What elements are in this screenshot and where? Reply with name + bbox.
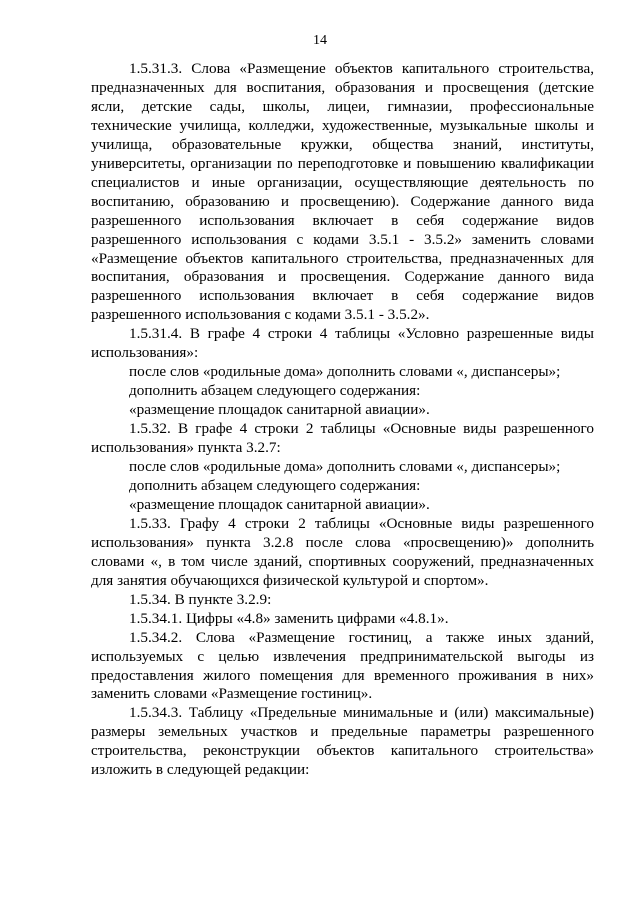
paragraph-add-clause: дополнить абзацем следующего содержания:: [129, 382, 421, 400]
paragraph-add-clause-2: дополнить абзацем следующего содержания:: [129, 476, 421, 494]
paragraph-amend-dispensary-2: после слов «родильные дома» дополнить словами «, диспансеры»;: [129, 458, 561, 476]
paragraph-sanitary-aviation: «размещение площадок санитарной авиации».: [129, 401, 430, 419]
document-body: [91, 60, 594, 780]
page-number: 14: [313, 33, 327, 48]
paragraph-1-5-32: 1.5.32. В графе 4 строки 2 таблицы «Основные виды разрешенного использования» пункта 3.2.7:: [91, 420, 594, 457]
paragraph-1-5-34-1: 1.5.34.1. Цифры «4.8» заменить цифрами «4.8.1».: [129, 609, 449, 627]
paragraph-1-5-33: 1.5.33. Графу 4 строки 2 таблицы «Основные виды разрешенного использования» пункта 3.2.8 после слова «просвещению)» дополнить словами «, в том числе зданий, спортивных сооружений, предназначенных для занятия обучающихся физической культурой и спортом».: [91, 514, 594, 589]
paragraph-1-5-34: 1.5.34. В пункте 3.2.9:: [129, 590, 272, 608]
paragraph-sanitary-aviation-2: «размещение площадок санитарной авиации».: [129, 495, 430, 513]
paragraph-1-5-31-4: 1.5.31.4. В графе 4 строки 4 таблицы «Условно разрешенные виды использования»:: [91, 325, 594, 362]
paragraph-1-5-31-3: 1.5.31.3. Слова «Размещение объектов капитального строительства, предназначенных для воспитания, образования и просвещения (детские ясли, детские сады, школы, лицеи, гимназии, профессиональные технические училища, колледжи, художественные, музыкальные школы и училища, образовательные кружки, общества знаний, институты, университеты, организации по переподготовке и повышению квалификации специалистов и иные организации, осуществляющие деятельность по воспитанию, образованию и просвещению). Содержание данного вида разрешенного использования включает в себя содержание видов разрешенного использования с кодами 3.5.1 - 3.5.2» заменить словами «Размещение объектов капитального строительства, предназначенных для воспитания, образования и просвещения. Содержание данного вида разрешенного использования включает в себя содержание видов разрешенного использования с кодами 3.5.1 - 3.5.2».: [91, 60, 594, 324]
paragraph-1-5-34-2: 1.5.34.2. Слова «Размещение гостиниц, а также иных зданий, используемых с целью извлечения предпринимательской выгоды из предоставления жилого помещения для временного проживания в них» заменить словами «Размещение гостиниц».: [91, 628, 594, 703]
paragraph-amend-dispensary: после слов «родильные дома» дополнить словами «, диспансеры»;: [129, 363, 561, 381]
paragraph-1-5-34-3: 1.5.34.3. Таблицу «Предельные минимальные и (или) максимальные) размеры земельных участков и предельные параметры разрешенного строительства, реконструкции объектов капитального строительства» изложить в следующей редакции:: [91, 704, 594, 779]
